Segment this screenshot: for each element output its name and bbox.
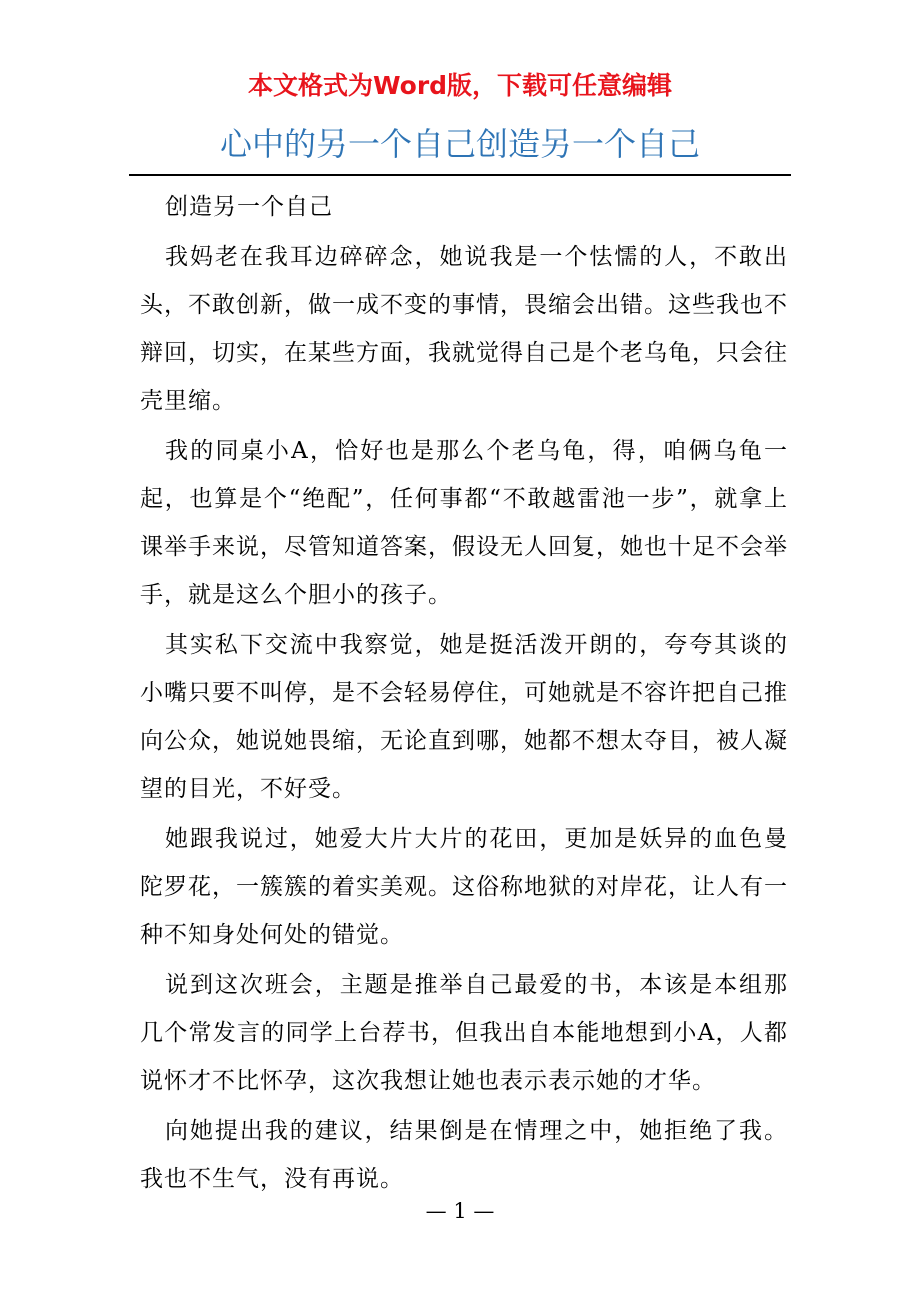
format-notice: 本文格式为Word版，下载可任意编辑 xyxy=(247,71,673,100)
paragraph: 我妈老在我耳边碎碎念，她说我是一个怯懦的人，不敢出头，不敢创新，做一成不变的事情，畏缩会出错。这些我也不辩回，切实，在某些方面，我就觉得自己是个老乌龟，只会往壳里缩。 xyxy=(140,244,788,414)
title-divider xyxy=(129,174,791,176)
paragraph: 她跟我说过，她爱大片大片的花田，更加是妖异的血色曼陀罗花，一簇簇的着实美观。这俗称地狱的对岸花，让人有一种不知身处何处的错觉。 xyxy=(140,826,788,948)
paragraph: 其实私下交流中我察觉，她是挺活泼开朗的，夸夸其谈的小嘴只要不叫停，是不会轻易停住，可她就是不容许把自己推向公众，她说她畏缩，无论直到哪，她都不想太夺目，被人凝望的目光，不好受。 xyxy=(140,632,788,802)
paragraph: 创造另一个自己 xyxy=(165,194,333,220)
paragraph: 向她提出我的建议，结果倒是在情理之中，她拒绝了我。我也不生气，没有再说。 xyxy=(140,1118,788,1192)
document-body xyxy=(140,183,788,1205)
document-title: 心中的另一个自己创造另一个自己 xyxy=(219,125,700,163)
page-number: — 1 — xyxy=(425,1199,495,1223)
paragraph: 说到这次班会，主题是推举自己最爱的书，本该是本组那几个常发言的同学上台荐书，但我出自本能地想到小A，人都说怀才不比怀孕，这次我想让她也表示表示她的才华。 xyxy=(140,972,788,1094)
paragraph: 我的同桌小A，恰好也是那么个老乌龟，得，咱俩乌龟一起，也算是个“绝配”，任何事都“不敢越雷池一步”，就拿上课举手来说，尽管知道答案，假设无人回复，她也十足不会举手，就是这么个胆小的孩子。 xyxy=(140,438,788,608)
